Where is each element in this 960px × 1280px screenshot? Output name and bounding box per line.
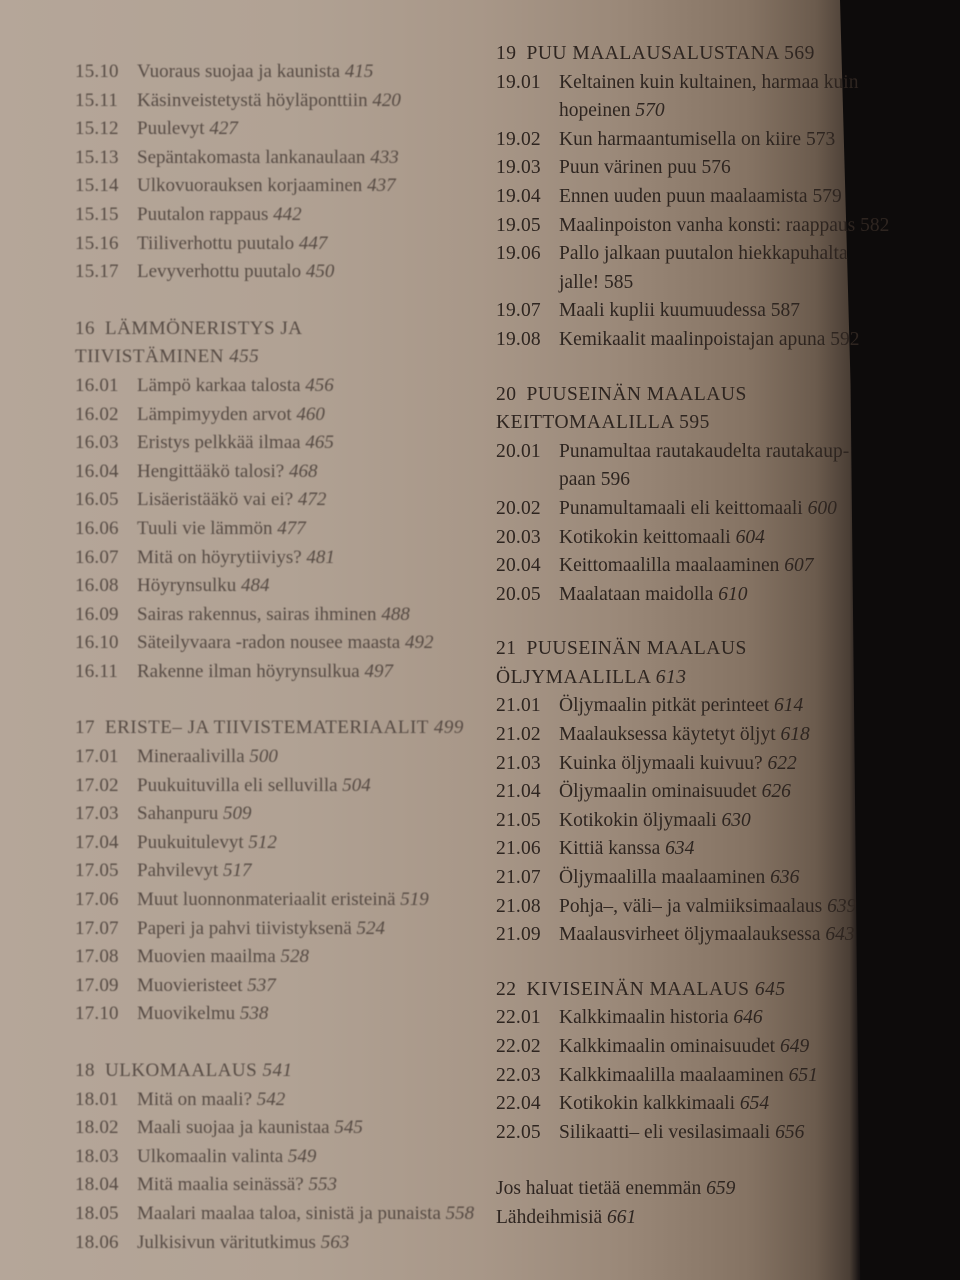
toc-right-column xyxy=(496,40,890,1233)
toc-entry: 18.02 Maali suojaa ja kaunistaa 545 xyxy=(75,1117,363,1139)
chapter-heading-cont: TIIVISTÄMINEN 455 xyxy=(75,346,260,368)
toc-entry: 19.02 Kun harmaantumisella on kiire 573 xyxy=(496,128,836,150)
toc-entry: 15.13 Sepäntakomasta lankanaulaan 433 xyxy=(75,146,399,168)
toc-entry: 21.07 Öljymaalilla maalaaminen 636 xyxy=(496,867,800,889)
chapter-18 xyxy=(75,1057,495,1257)
toc-entry: 21.04 Öljymaalin ominaisuudet 626 xyxy=(496,781,791,803)
chapter-heading: 18 ULKOMAALAUS 541 xyxy=(75,1060,293,1081)
toc-entry: 15.12 Puulevyt 427 xyxy=(75,118,238,140)
chapter-heading: 22 KIVISEINÄN MAALAUS 645 xyxy=(496,978,786,1000)
toc-entry: 19.08 Kemikaalit maalinpoistajan apuna 592 xyxy=(496,328,860,350)
toc-entry: 16.05 Lisäeristääkö vai ei? 472 xyxy=(75,489,327,511)
chapter-19 xyxy=(496,40,890,355)
toc-entry: 22.05 Silikaatti– eli vesilasimaali 656 xyxy=(496,1121,805,1143)
toc-entry: 16.10 Säteilyvaara -radon nousee maasta 492 xyxy=(75,632,434,654)
spacer xyxy=(496,609,876,635)
toc-entry: 16.03 Eristys pelkkää ilmaa 465 xyxy=(75,432,334,454)
toc-entry: 20.01 Punamultaa rautakaudelta rautakaup- xyxy=(496,440,850,462)
toc-entry: 21.09 Maalausvirheet öljymaalauksessa 643 xyxy=(496,924,855,946)
toc-entry: 22.01 Kalkkimaalin historia 646 xyxy=(496,1007,763,1029)
toc-entry: 21.06 Kittiä kanssa 634 xyxy=(496,838,695,860)
chapter-15-sections xyxy=(75,58,495,287)
toc-entry: 15.15 Puutalon rappaus 442 xyxy=(75,203,302,225)
toc-entry: 18.04 Mitä maalia seinässä? 553 xyxy=(75,1174,337,1196)
toc-entry: 15.10 Vuoraus suojaa ja kaunista 415 xyxy=(75,61,374,82)
toc-entry: 15.14 Ulkovuorauksen korjaaminen 437 xyxy=(75,175,396,197)
toc-entry: 17.07 Paperi ja pahvi tiivistyksenä 524 xyxy=(75,917,386,939)
toc-entry: 17.06 Muut luonnonmateriaalit eristeinä 519 xyxy=(75,889,429,911)
toc-entry: 17.03 Sahanpuru 509 xyxy=(75,803,252,825)
toc-entry: 16.02 Lämpimyyden arvot 460 xyxy=(75,403,325,425)
toc-entry: 21.02 Maalauksessa käytetyt öljyt 618 xyxy=(496,724,810,746)
toc-entry-cont: hopeinen 570 xyxy=(559,100,665,122)
toc-entry: 17.08 Muovien maailma 528 xyxy=(75,946,310,968)
toc-entry: 20.05 Maalataan maidolla 610 xyxy=(496,583,748,605)
toc-entry-cont: paan 596 xyxy=(559,469,630,491)
toc-entry: 20.04 Keittomaalilla maalaaminen 607 xyxy=(496,555,814,577)
chapter-heading: 20 PUUSEINÄN MAALAUS xyxy=(496,383,747,405)
spacer xyxy=(75,287,495,315)
toc-entry: 18.03 Ulkomaalin valinta 549 xyxy=(75,1145,317,1167)
toc-entry: Jos haluat tietää enemmän 659 xyxy=(496,1178,736,1200)
spacer xyxy=(75,686,495,714)
toc-entry: Lähdeihmisiä 661 xyxy=(496,1206,637,1228)
chapter-heading: 19 PUU MAALAUSALUSTANA 569 xyxy=(496,43,815,64)
toc-entry: 21.05 Kotikokin öljymaali 630 xyxy=(496,809,751,831)
toc-entry: 19.01 Keltainen kuin kultainen, harmaa kuin xyxy=(496,71,859,93)
toc-entry: 18.06 Julkisivun väritutkimus 563 xyxy=(75,1231,350,1253)
toc-entry: 22.03 Kalkkimaalilla maalaaminen 651 xyxy=(496,1064,818,1086)
spacer xyxy=(496,355,876,381)
toc-entry: 16.08 Höyrynsulku 484 xyxy=(75,575,270,597)
toc-entry: 21.01 Öljymaalin pitkät perinteet 614 xyxy=(496,695,804,717)
toc-entry-cont: jalle! 585 xyxy=(559,271,634,293)
toc-entry: 16.06 Tuuli vie lämmön 477 xyxy=(75,517,306,539)
toc-entry: 21.08 Pohja–, väli– ja valmiiksimaalaus 639 xyxy=(496,895,857,917)
spacer xyxy=(496,950,876,976)
toc-entry: 19.03 Puun värinen puu 576 xyxy=(496,157,731,179)
chapter-22 xyxy=(496,976,876,1148)
chapter-heading-cont: KEITTOMAALILLA 595 xyxy=(496,412,710,434)
chapter-heading: 16 LÄMMÖNERISTYS JA xyxy=(75,317,303,339)
chapter-20 xyxy=(496,381,876,610)
toc-entry: 17.09 Muovieristeet 537 xyxy=(75,974,276,996)
chapter-21 xyxy=(496,635,876,950)
toc-entry: 16.04 Hengittääkö talosi? 468 xyxy=(75,460,318,482)
toc-entry: 19.05 Maalinpoiston vanha konsti: raappaus 582 xyxy=(496,214,890,236)
toc-entry: 22.02 Kalkkimaalin ominaisuudet 649 xyxy=(496,1036,810,1057)
toc-entry: 17.01 Mineraalivilla 500 xyxy=(75,746,278,768)
chapter-heading: 17 ERISTE– JA TIIVISTEMATERIAALIT 499 xyxy=(75,717,464,739)
back-matter xyxy=(496,1175,876,1232)
chapter-17 xyxy=(75,714,495,1029)
spacer xyxy=(75,1029,495,1057)
toc-entry: 15.17 Levyverhottu puutalo 450 xyxy=(75,261,335,283)
chapter-heading-cont: ÖLJYMAALILLA 613 xyxy=(496,666,687,688)
toc-entry: 16.07 Mitä on höyrytiiviys? 481 xyxy=(75,546,335,568)
toc-entry: 16.09 Sairas rakennus, sairas ihminen 488 xyxy=(75,603,410,625)
chapter-heading: 21 PUUSEINÄN MAALAUS xyxy=(496,638,747,660)
toc-entry: 17.02 Puukuituvilla eli selluvilla 504 xyxy=(75,774,371,796)
toc-entry: 19.06 Pallo jalkaan puutalon hiekkapuhalta xyxy=(496,243,848,265)
toc-entry: 17.10 Muovikelmu 538 xyxy=(75,1003,269,1025)
toc-entry: 20.03 Kotikokin keittomaali 604 xyxy=(496,526,765,548)
toc-entry: 16.11 Rakenne ilman höyrynsulkua 497 xyxy=(75,660,393,682)
toc-entry: 15.16 Tiiliverhottu puutalo 447 xyxy=(75,232,328,254)
toc-entry: 17.05 Pahvilevyt 517 xyxy=(75,860,252,882)
toc-entry: 20.02 Punamultamaali eli keittomaali 600 xyxy=(496,497,837,519)
toc-left-column xyxy=(75,58,495,1257)
toc-entry: 15.11 Käsinveistetystä höyläponttiin 420 xyxy=(75,89,401,111)
toc-entry: 19.07 Maali kuplii kuumuudessa 587 xyxy=(496,300,801,322)
spacer xyxy=(496,1147,876,1175)
toc-entry: 22.04 Kotikokin kalkkimaali 654 xyxy=(496,1093,770,1115)
toc-entry: 19.04 Ennen uuden puun maalaamista 579 xyxy=(496,185,842,207)
toc-entry: 18.01 Mitä on maali? 542 xyxy=(75,1088,286,1110)
toc-entry: 16.01 Lämpö karkaa talosta 456 xyxy=(75,374,334,396)
chapter-16 xyxy=(75,315,495,687)
toc-entry: 18.05 Maalari maalaa taloa, sinistä ja punaista 558 xyxy=(75,1202,475,1224)
toc-entry: 21.03 Kuinka öljymaali kuivuu? 622 xyxy=(496,752,797,774)
toc-entry: 17.04 Puukuitulevyt 512 xyxy=(75,831,277,853)
